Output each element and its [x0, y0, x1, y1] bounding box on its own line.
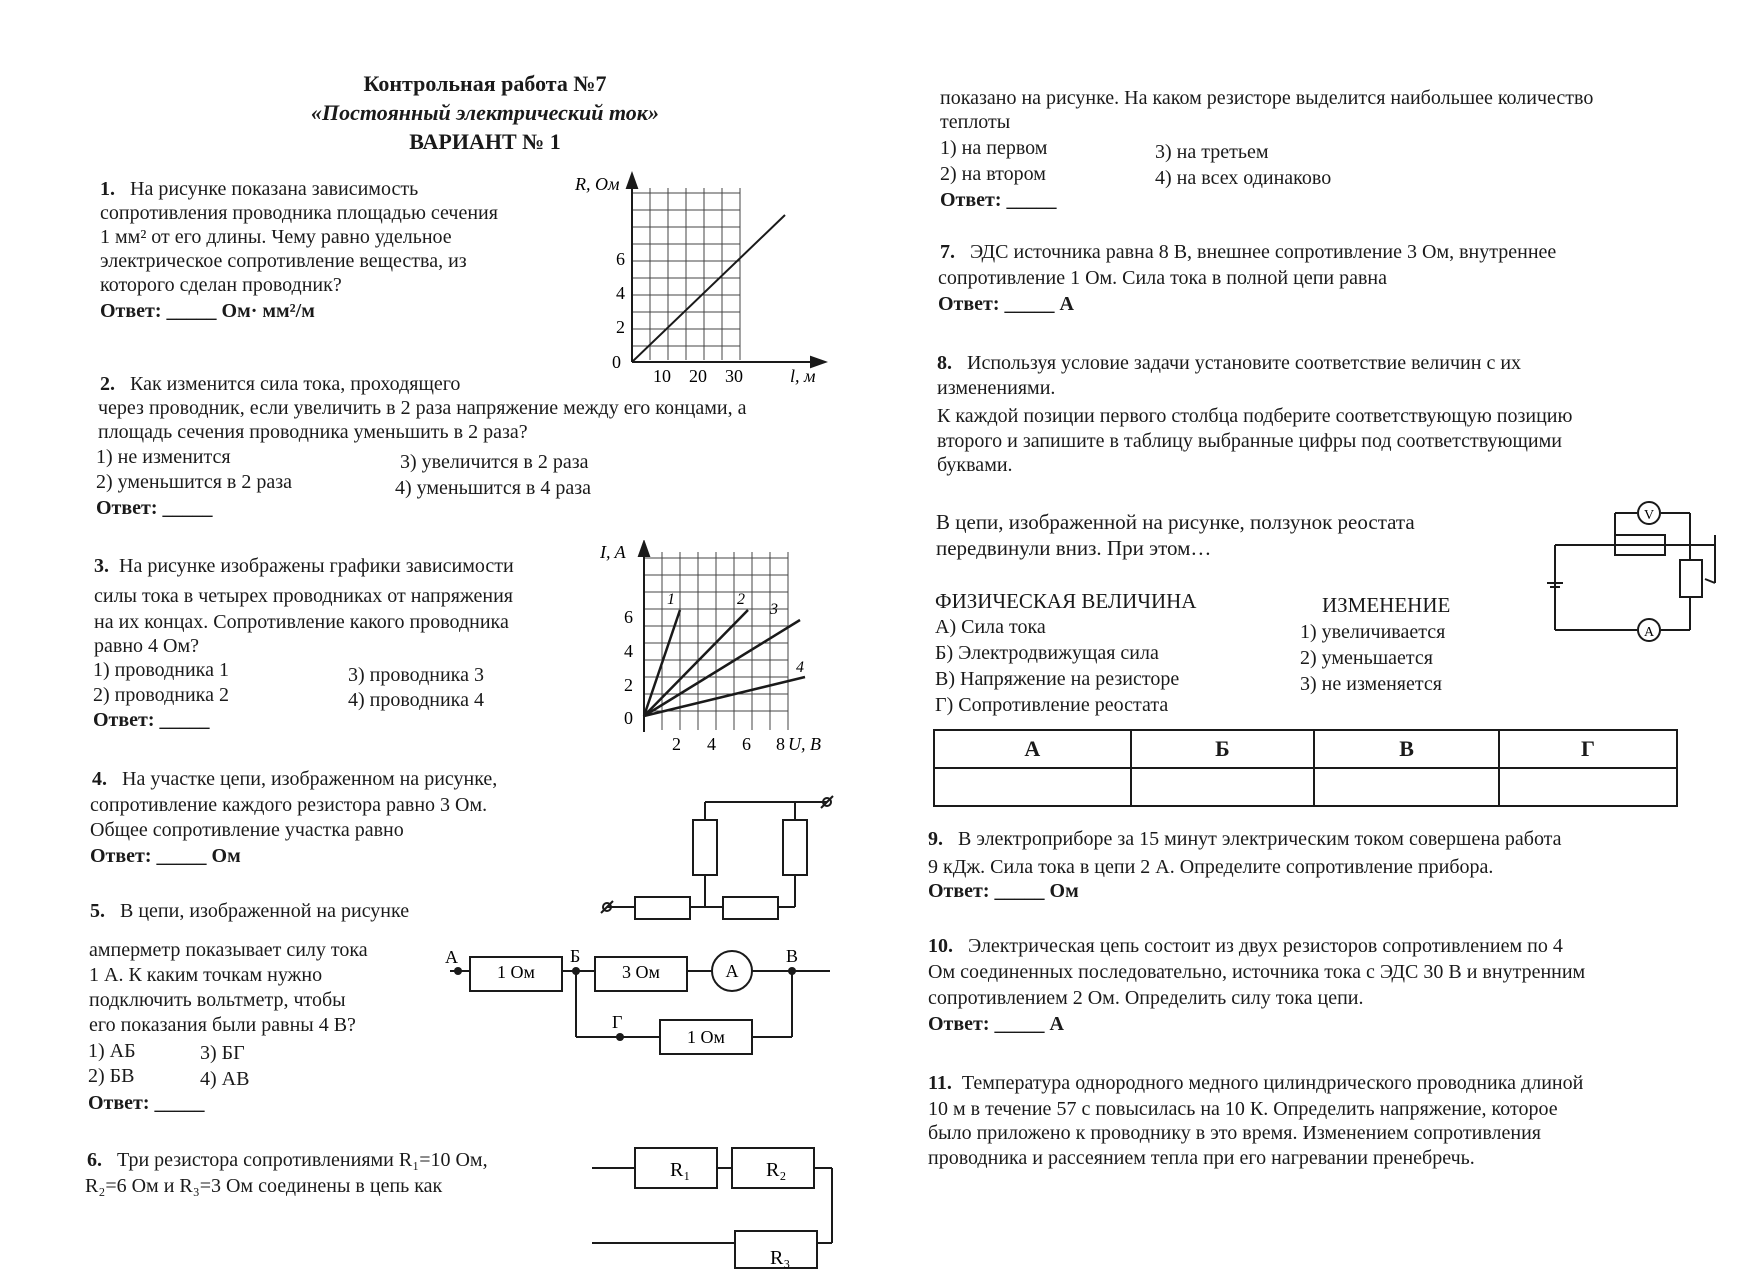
question-number: 7. [940, 241, 955, 263]
page-title: Контрольная работа №7 [363, 71, 607, 96]
question-number: 4. [92, 768, 107, 790]
option[interactable]: 2) уменьшится в 2 раза [96, 471, 293, 493]
circuit-label-resistor: 1 Ом [687, 1027, 725, 1047]
question-text: R₂=6 Ом и R₃=3 Ом соединены в цепь как [85, 1175, 443, 1197]
answer-cell[interactable] [1499, 768, 1677, 806]
answer-line[interactable]: Ответ: _____ [88, 1092, 205, 1114]
chart-y-tick: 2 [616, 317, 625, 337]
question-text: теплоты [940, 111, 1011, 133]
table-header: В [1314, 730, 1499, 768]
column-header: ФИЗИЧЕСКАЯ ВЕЛИЧИНА [935, 589, 1197, 613]
chart-y-tick: 4 [616, 283, 625, 303]
question-text: Используя условие задачи установите соответствие величин с их [967, 352, 1522, 374]
answer-line[interactable]: Ответ: _____ Ом [928, 880, 1079, 902]
option[interactable]: 3) на третьем [1155, 141, 1269, 163]
chart-xlabel: l, м [790, 366, 816, 385]
circuit-q5 [440, 935, 830, 1075]
circuit-label-resistor: 1 Ом [497, 962, 535, 982]
chart-ylabel: I, A [600, 542, 626, 562]
option[interactable]: 4) АВ [200, 1068, 250, 1090]
circuit-q4 [595, 790, 845, 920]
circuit-q8 [1525, 495, 1730, 645]
chart-series-3 [644, 620, 800, 716]
question-text: второго и запишите в таблицу выбранные цифры под соответствующими [937, 430, 1562, 452]
chart-xlabel: U, В [788, 734, 821, 754]
answer-cell[interactable] [1314, 768, 1499, 806]
chart-series-label: 2 [737, 591, 745, 608]
resistor-label: R₃ [770, 1247, 791, 1269]
question-text: силы тока в четырех проводниках от напряжения [94, 585, 513, 607]
question-text: изменениями. [937, 377, 1056, 399]
chart-current-vs-voltage [600, 540, 840, 760]
answer-line[interactable]: Ответ: _____ А [938, 293, 1074, 315]
question-text: Три резистора сопротивлениями R₁=10 Ом, [117, 1149, 488, 1171]
option[interactable]: 1) проводника 1 [93, 659, 229, 681]
question-number: 6. [87, 1149, 102, 1171]
question-number: 11. [928, 1072, 952, 1094]
question-text: К каждой позиции первого столбца подберите соответствующую позицию [937, 405, 1573, 427]
question-text: сопротивления проводника площадью сечения [100, 202, 498, 224]
chart-series-label: 1 [667, 591, 675, 608]
question-text: амперметр показывает силу тока [89, 939, 368, 961]
question-text: которого сделан проводник? [100, 274, 342, 296]
question-number: 8. [937, 352, 952, 374]
voltmeter-label: V [1643, 508, 1655, 523]
answer-line[interactable]: Ответ: _____ Ом [90, 845, 241, 867]
question-text: 1 А. К каким точкам нужно [89, 964, 323, 986]
question-text: В цепи, изображенной на рисунке, ползунок реостата [936, 510, 1415, 534]
question-text: На участке цепи, изображенном на рисунке, [122, 768, 498, 790]
option[interactable]: 4) на всех одинаково [1155, 167, 1332, 189]
option[interactable]: 4) уменьшится в 4 раза [395, 477, 592, 499]
question-text: 9 кДж. Сила тока в цепи 2 А. Определите сопротивление прибора. [928, 856, 1494, 878]
question-text: площадь сечения проводника уменьшить в 2 раза? [98, 421, 528, 443]
answer-table [933, 729, 1678, 807]
chart-series-label: 4 [796, 659, 804, 676]
chart-series-4 [644, 677, 805, 716]
chart-y-tick: 2 [624, 675, 633, 695]
chart-series-line [632, 215, 785, 362]
option[interactable]: 1) не изменится [96, 446, 231, 468]
circuit-point-label: В [786, 946, 799, 966]
question-text: 10 м в течение 57 с повысилась на 10 К. Определить напряжение, которое [928, 1098, 1558, 1120]
change-item: 3) не изменяется [1300, 673, 1442, 695]
question-text: было приложено к проводнику в это время. Изменением сопротивления [928, 1122, 1541, 1144]
answer-line[interactable]: Ответ: _____ Ом· мм²/м [100, 300, 315, 322]
question-text: показано на рисунке. На каком резисторе выделится наибольшее количество [940, 87, 1594, 109]
chart-x-tick: 30 [725, 366, 743, 385]
ammeter-label: A [1643, 625, 1655, 640]
circuit-label-resistor: 3 Ом [622, 962, 660, 982]
question-text: сопротивление каждого резистора равно 3 Ом. [90, 794, 488, 816]
quantity-item: Б) Электродвижущая сила [935, 642, 1159, 664]
circuit-point-label: Б [570, 946, 581, 966]
ammeter-label: A [725, 961, 739, 981]
answer-line[interactable]: Ответ: _____ [96, 497, 213, 519]
chart-resistance-vs-length [570, 170, 840, 385]
question-text: буквами. [937, 454, 1013, 476]
question-text: через проводник, если увеличить в 2 раза напряжение между его концами, а [98, 397, 747, 419]
question-text: На рисунке изображены графики зависимости [119, 555, 514, 577]
chart-y-tick: 0 [612, 352, 621, 372]
question-text: на их концах. Сопротивление какого проводника [94, 611, 509, 633]
question-text: В цепи, изображенной на рисунке [120, 900, 410, 922]
quantity-item: Г) Сопротивление реостата [935, 694, 1169, 716]
option[interactable]: 3) увеличится в 2 раза [400, 451, 589, 473]
question-text: Температура однородного медного цилиндрического проводника длиной [961, 1072, 1584, 1094]
question-text: подключить вольтметр, чтобы [89, 989, 346, 1011]
resistor-label: R₂ [766, 1159, 787, 1181]
option[interactable]: 3) проводника 3 [348, 664, 484, 686]
circuit-point-label: Г [612, 1012, 623, 1032]
circuit-point-label: А [445, 947, 458, 967]
question-text: ЭДС источника равна 8 В, внешнее сопротивление 3 Ом, внутреннее [970, 241, 1557, 263]
question-text: равно 4 Ом? [94, 635, 199, 657]
chart-y-tick: 0 [624, 708, 633, 728]
table-header: Б [1131, 730, 1314, 768]
question-number: 1. [100, 178, 115, 200]
question-text: Ом соединенных последовательно, источника тока с ЭДС 30 В и внутренним [928, 961, 1586, 983]
answer-cell[interactable] [934, 768, 1131, 806]
question-number: 9. [928, 828, 943, 850]
chart-series-label: 3 [770, 601, 778, 618]
chart-y-tick: 6 [624, 607, 633, 627]
option[interactable]: 1) на первом [940, 137, 1048, 159]
page-subtitle: «Постоянный электрический ток» [311, 100, 659, 125]
option[interactable]: 1) АБ [88, 1040, 136, 1062]
chart-y-tick: 4 [624, 641, 633, 661]
question-number: 3. [94, 555, 109, 577]
question-text: передвинули вниз. При этом… [936, 536, 1212, 560]
quantity-item: В) Напряжение на резисторе [935, 668, 1180, 690]
chart-x-tick: 4 [707, 734, 716, 754]
variant-label: ВАРИАНТ № 1 [409, 129, 561, 154]
question-text: проводника и рассеянием тепла при его нагревании пренебречь. [928, 1147, 1475, 1169]
option[interactable]: 2) на втором [940, 163, 1046, 185]
question-number: 10. [928, 935, 953, 957]
question-text: сопротивление 1 Ом. Сила тока в полной цепи равна [938, 267, 1388, 289]
question-number: 2. [100, 373, 115, 395]
change-item: 2) уменьшается [1300, 647, 1433, 669]
question-text: его показания были равны 4 В? [89, 1014, 356, 1036]
chart-x-tick: 10 [653, 366, 671, 385]
chart-ylabel: R, Ом [575, 174, 620, 194]
chart-y-tick: 6 [616, 249, 625, 269]
option[interactable]: 3) БГ [200, 1042, 245, 1064]
answer-line[interactable]: Ответ: _____ [93, 709, 210, 731]
answer-line[interactable]: Ответ: _____ [940, 189, 1057, 211]
question-text: Как изменится сила тока, проходящего [130, 373, 461, 395]
question-text: сопротивлением 2 Ом. Определить силу тока цепи. [928, 987, 1364, 1009]
answer-line[interactable]: Ответ: _____ А [928, 1013, 1064, 1035]
resistor-label: R₁ [670, 1159, 691, 1181]
question-number: 5. [90, 900, 105, 922]
column-header: ИЗМЕНЕНИЕ [1322, 593, 1451, 617]
chart-x-tick: 8 [776, 734, 785, 754]
option[interactable]: 2) проводника 2 [93, 684, 229, 706]
question-text: Электрическая цепь состоит из двух резисторов сопротивлением по 4 [968, 935, 1563, 957]
circuit-q6 [590, 1138, 850, 1275]
table-header: Г [1499, 730, 1677, 768]
option[interactable]: 4) проводника 4 [348, 689, 484, 711]
option[interactable]: 2) БВ [88, 1065, 135, 1087]
table-header: А [934, 730, 1131, 768]
chart-x-tick: 6 [742, 734, 751, 754]
chart-x-tick: 20 [689, 366, 707, 385]
answer-cell[interactable] [1131, 768, 1314, 806]
question-text: 1 мм² от его длины. Чему равно удельное [100, 226, 452, 248]
question-text: электрическое сопротивление вещества, из [100, 250, 467, 272]
question-text: В электроприборе за 15 минут электрическим током совершена работа [958, 828, 1562, 850]
question-text: На рисунке показана зависимость [130, 178, 419, 200]
change-item: 1) увеличивается [1300, 621, 1446, 643]
quantity-item: А) Сила тока [935, 616, 1046, 638]
question-text: Общее сопротивление участка равно [90, 819, 404, 841]
chart-x-tick: 2 [672, 734, 681, 754]
